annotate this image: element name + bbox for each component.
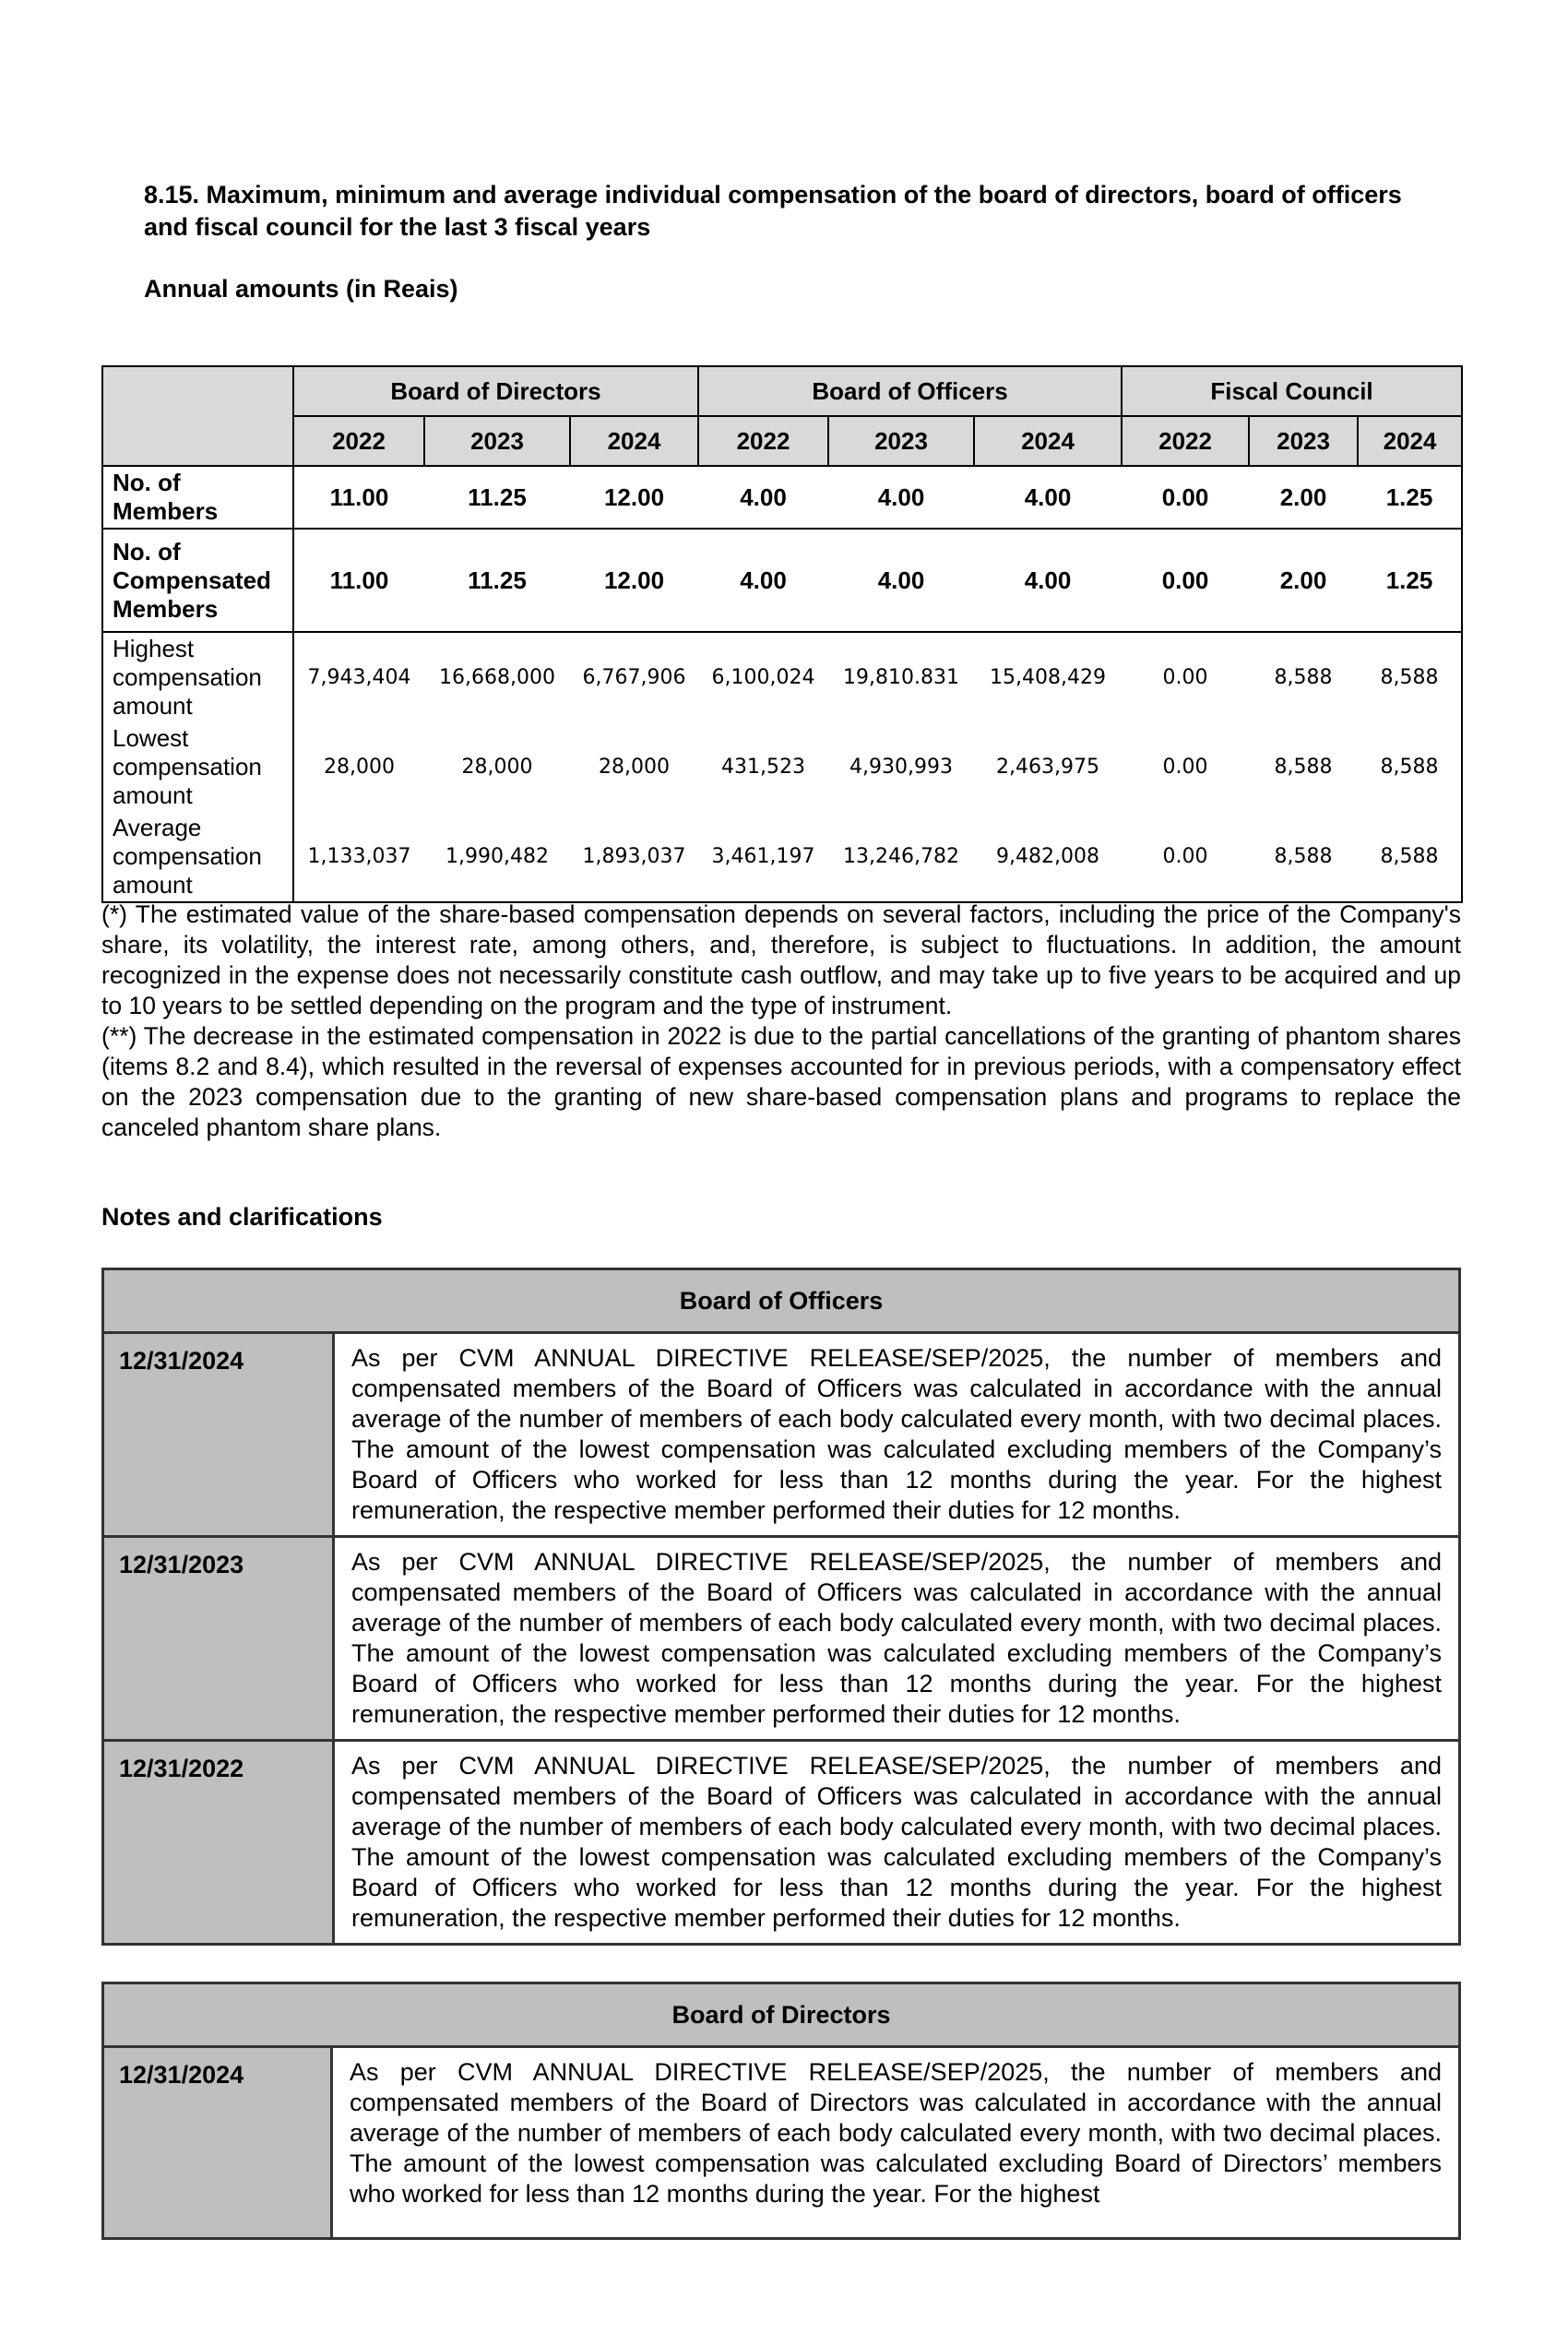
table-cell: 4,930,993 (849, 756, 953, 779)
notes-table-title: Board of Officers (103, 1269, 1460, 1333)
year-header: 2024 (570, 416, 698, 466)
year-header: 2022 (1122, 416, 1249, 466)
table-cell: 4.00 (828, 529, 974, 632)
table-cell: 1.25 (1358, 466, 1462, 529)
table-cell: 13,246,782 (828, 812, 974, 902)
corner-cell (102, 366, 293, 466)
group-header: Board of Officers (698, 366, 1122, 416)
table-cell: 2.00 (1249, 466, 1358, 529)
footnotes (101, 899, 1461, 1143)
table-cell: 11.00 (293, 466, 424, 529)
note-row (103, 2047, 1460, 2239)
note-text (332, 2047, 1460, 2239)
section-subheading: Annual amounts (in Reais) (144, 275, 458, 303)
table-cell: 4.00 (974, 529, 1122, 632)
table-cell: 1.25 (1358, 529, 1462, 632)
note-text: As per CVM ANNUAL DIRECTIVE RELEASE/SEP/2025, the number of members and compensated members of the Board of Officers was calculated in accordance with the annual average of the number of members of each body calculated every month, with two decimal places. The amount of the lowest compensation was calculated excluding members of the Company’s Board of Officers who worked for less than 12 months during the year. For the highest remuneration, the respective member performed their duties for 12 months. (334, 1741, 1460, 1945)
table-cell: 3,461,197 (698, 812, 828, 902)
table-cell: 12.00 (570, 529, 698, 632)
table-cell: 9,482,008 (974, 812, 1122, 902)
table-cell: 2.00 (1249, 529, 1358, 632)
table-cell: 28,000 (599, 756, 670, 779)
row-label: Highest compensation amount (102, 632, 293, 722)
year-header: 2022 (293, 416, 424, 466)
table-cell: 12.00 (570, 466, 698, 529)
table-cell: 15,408,429 (974, 632, 1122, 722)
table-cell: 1,893,037 (570, 812, 698, 902)
table-cell: 6,100,024 (698, 632, 828, 722)
footnote: (**) The decrease in the estimated compensation in 2022 is due to the partial cancellations of the granting of phantom shares (items 8.2 and 8.4), which resulted in the reversal of expenses accounted for in previous periods, with a compensatory effect on the 2023 compensation due to the granting of new share-based compensation plans and programs to replace the canceled phantom share plans. (101, 1022, 1461, 1141)
table-cell: 0.00 (1122, 529, 1249, 632)
table-cell: 8,588 (1249, 812, 1358, 902)
table-cell: 0.00 (1162, 756, 1208, 779)
table-cell: 11.25 (424, 529, 570, 632)
table-row (102, 632, 1462, 722)
note-date: 12/31/2024 (103, 1333, 334, 1537)
notes-title: Notes and clarifications (101, 1203, 383, 1231)
table-cell: 7,943,404 (293, 632, 424, 722)
table-cell: 0.00 (1122, 466, 1249, 529)
row-label: Lowest compensation amount (102, 722, 293, 812)
table-cell: 11.25 (424, 466, 570, 529)
note-row (103, 1537, 1460, 1741)
table-row (102, 529, 1462, 632)
note-text: As per CVM ANNUAL DIRECTIVE RELEASE/SEP/2025, the number of members and compensated members of the Board of Officers was calculated in accordance with the annual average of the number of members of each body calculated every month, with two decimal places. The amount of the lowest compensation was calculated excluding members of the Company’s Board of Officers who worked for less than 12 months during the year. For the highest remuneration, the respective member performed their duties for 12 months. (334, 1537, 1460, 1741)
year-header: 2023 (424, 416, 570, 466)
row-label: Average compensation amount (102, 812, 293, 902)
table-row (102, 722, 1462, 812)
row-label: No. of Members (102, 466, 293, 529)
table-cell: 431,523 (721, 756, 805, 779)
year-header: 2023 (1249, 416, 1358, 466)
table-cell: 4.00 (698, 466, 828, 529)
row-label: No. of Compensated Members (102, 529, 293, 632)
note-date: 12/31/2023 (103, 1537, 334, 1741)
table-cell: 1,133,037 (293, 812, 424, 902)
table-cell: 8,588 (1249, 632, 1358, 722)
footnote: (*) The estimated value of the share-based compensation depends on several factors, including the price of the Company's share, its volatility, the interest rate, among others, and, therefore, is subject to fluctuations. In addition, the amount recognized in the expense does not necessarily constitute cash outflow, and may take up to five years to be acquired and up to 10 years to be settled depending on the program and the type of instrument. (101, 900, 1461, 1019)
table-cell: 28,000 (461, 756, 533, 779)
directors-notes-table (101, 1982, 1461, 2240)
year-header: 2024 (974, 416, 1122, 466)
year-header: 2023 (828, 416, 974, 466)
officers-notes-table (101, 1268, 1461, 1946)
table-cell: 16,668,000 (424, 632, 570, 722)
table-cell: 4.00 (974, 466, 1122, 529)
group-header: Board of Directors (293, 366, 698, 416)
year-header: 2024 (1358, 416, 1462, 466)
table-row (102, 812, 1462, 902)
table-row (102, 466, 1462, 529)
table-cell: 28,000 (293, 722, 424, 812)
note-row (103, 1333, 1460, 1537)
year-header: 2022 (698, 416, 828, 466)
note-row (103, 1741, 1460, 1945)
group-header: Fiscal Council (1122, 366, 1462, 416)
table-cell: 2,463,975 (996, 756, 1099, 779)
note-text-content: As per CVM ANNUAL DIRECTIVE RELEASE/SEP/2025, the number of members and compensated members of the Board of Directors was calculated in accordance with the annual average of the number of members of each body calculated every month, with two decimal places. The amount of the lowest compensation was calculated excluding Board of Directors’ members who worked for less than 12 months during the year. For the highest (350, 2058, 1442, 2208)
table-cell: 8,588 (1358, 632, 1462, 722)
note-date: 12/31/2024 (103, 2047, 332, 2239)
table-cell: 4.00 (828, 466, 974, 529)
table-cell: 6,767,906 (570, 632, 698, 722)
table-cell: 0.00 (1122, 632, 1249, 722)
table-cell: 1,990,482 (424, 812, 570, 902)
section-heading: 8.15. Maximum, minimum and average individual compensation of the board of directors, board of officers and fiscal council for the last 3 fiscal years (144, 181, 1402, 241)
table-cell: 0.00 (1122, 812, 1249, 902)
note-text: As per CVM ANNUAL DIRECTIVE RELEASE/SEP/2025, the number of members and compensated members of the Board of Officers was calculated in accordance with the annual average of the number of members of each body calculated every month, with two decimal places. The amount of the lowest compensation was calculated excluding members of the Company’s Board of Officers who worked for less than 12 months during the year. For the highest remuneration, the respective member performed their duties for 12 months. (334, 1333, 1460, 1537)
table-cell: 8,588 (1358, 722, 1462, 812)
notes-table-title: Board of Directors (103, 1983, 1460, 2047)
table-cell: 19,810.831 (828, 632, 974, 722)
table-cell: 8,588 (1358, 812, 1462, 902)
table-cell: 11.00 (293, 529, 424, 632)
table-cell: 8,588 (1274, 756, 1333, 779)
compensation-table (101, 365, 1463, 903)
table-cell: 4.00 (698, 529, 828, 632)
note-date: 12/31/2022 (103, 1741, 334, 1945)
